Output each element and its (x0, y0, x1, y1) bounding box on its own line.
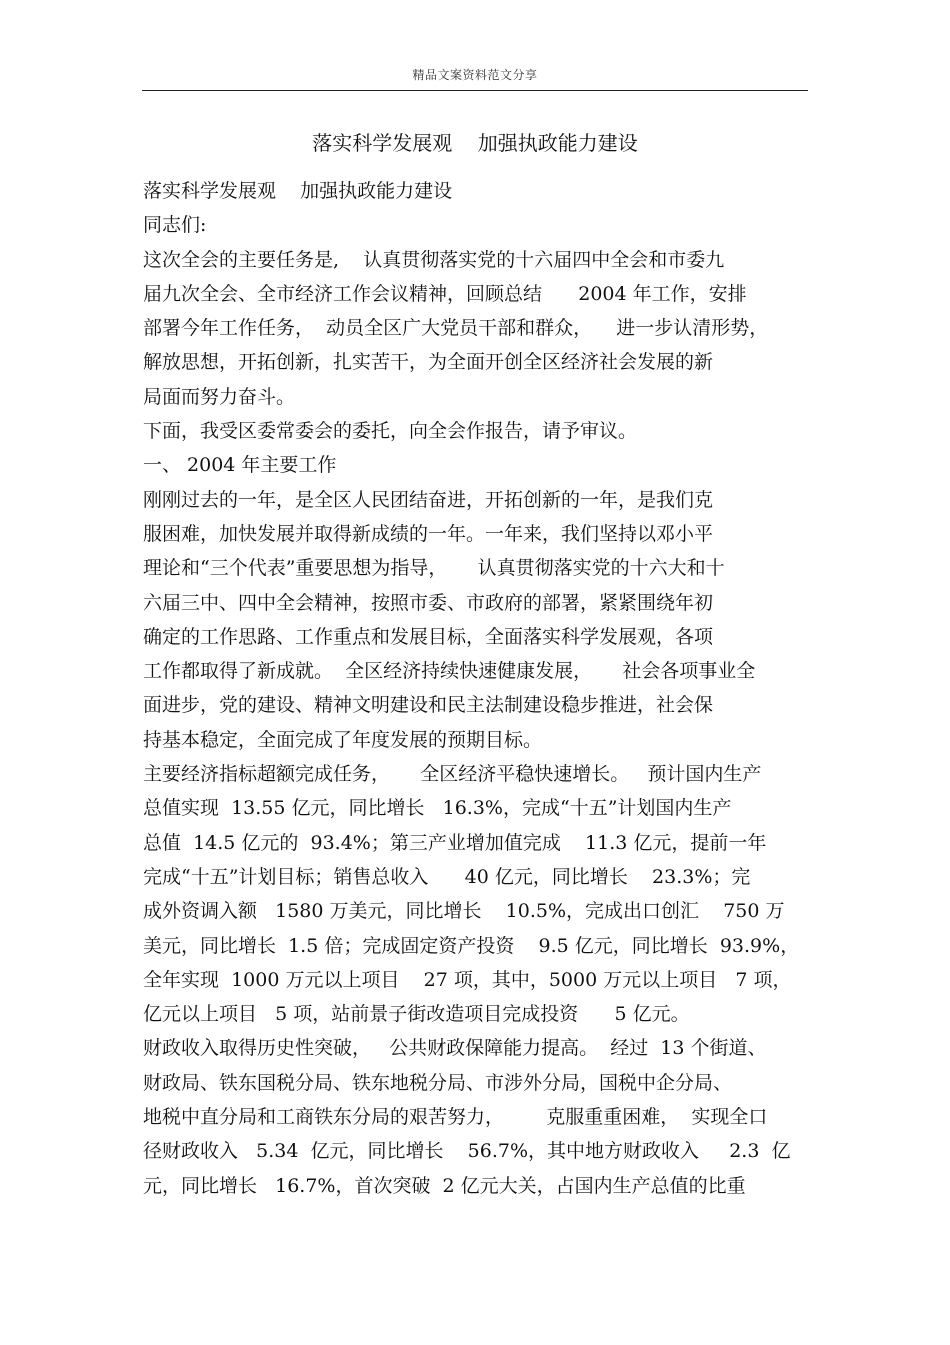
body-line: 全年实现 1000 万元以上项目 27 项，其中，5000 万元以上项目 7 项， (143, 968, 792, 991)
body-line: 落实科学发展观 加强执政能力建设 (143, 180, 453, 202)
body-line: 部署今年工作任务， 动员全区广大党员干部和群众， 进一步认清形势， (143, 317, 769, 340)
body-line: 届九次全会、全市经济工作会议精神，回顾总结 2004 年工作，安排 (143, 282, 747, 305)
body-line: 工作都取得了新成就。 全区经济持续快速健康发展， 社会各项事业全 (143, 660, 756, 683)
body-line: 同志们: (143, 214, 207, 237)
body-line: 总值实现 13.55 亿元，同比增长 16.3%，完成“十五”计划国内生产 (143, 797, 732, 820)
body-line: 完成“十五”计划目标；销售总收入 40 亿元，同比增长 23.3%；完 (143, 865, 751, 888)
body-line: 确定的工作思路、工作重点和发展目标，全面落实科学发展观，各项 (143, 625, 714, 648)
body-line: 主要经济指标超额完成任务， 全区经济平稳快速增长。 预计国内生产 (143, 763, 762, 786)
body-line: 财政局、铁东国税分局、铁东地税分局、市涉外分局，国税中企分局、 (143, 1071, 733, 1094)
document-body (143, 174, 808, 1203)
body-line: 服困难，加快发展并取得新成绩的一年。一年来，我们坚持以邓小平 (143, 522, 714, 545)
body-line: 持基本稳定，全面完成了年度发展的预期目标。 (143, 728, 543, 751)
body-line: 美元，同比增长 1.5 倍；完成固定资产投资 9.5 亿元，同比增长 93.9%， (143, 934, 800, 957)
page-header: 精品文案资料范文分享 (412, 68, 538, 82)
body-line: 元，同比增长 16.7%，首次突破 2 亿元大关，占国内生产总值的比重 (143, 1174, 746, 1197)
body-line: 理论和“三个代表”重要思想为指导， 认真贯彻落实党的十六大和十 (143, 557, 725, 580)
body-line: 亿元以上项目 5 项，站前景子街改造项目完成投资 5 亿元。 (143, 1003, 690, 1026)
header-divider (142, 90, 808, 91)
body-line: 地税中直分局和工商铁东分局的艰苦努力， 克服重重困难， 实现全口 (143, 1106, 768, 1129)
body-line: 总值 14.5 亿元的 93.4%；第三产业增加值完成 11.3 亿元，提前一年 (143, 831, 767, 854)
body-line: 成外资调入额 1580 万美元，同比增长 10.5%，完成出口创汇 750 万 (143, 900, 785, 923)
body-line: 六届三中、四中全会精神，按照市委、市政府的部署，紧紧围绕年初 (143, 591, 714, 614)
section-heading: 一、 2004 年主要工作 (143, 454, 337, 477)
body-line: 解放思想，开拓创新，扎实苦干，为全面开创全区经济社会发展的新 (143, 351, 714, 374)
body-line: 这次全会的主要任务是, 认真贯彻落实党的十六届四中全会和市委九 (143, 248, 725, 271)
document-title: 落实科学发展观 加强执政能力建设 (312, 131, 638, 155)
body-line: 财政收入取得历史性突破， 公共财政保障能力提高。 经过 13 个街道、 (143, 1037, 767, 1060)
body-line: 面进步，党的建设、精神文明建设和民主法制建设稳步推进，社会保 (143, 694, 714, 717)
body-line: 局面而努力奋斗。 (143, 385, 296, 408)
body-line: 径财政收入 5.34 亿元，同比增长 56.7%，其中地方财政收入 2.3 亿 (143, 1140, 791, 1163)
body-line: 刚刚过去的一年，是全区人民团结奋进，开拓创新的一年，是我们克 (143, 488, 714, 511)
body-line: 下面，我受区委常委会的委托，向全会作报告，请予审议。 (143, 420, 638, 443)
